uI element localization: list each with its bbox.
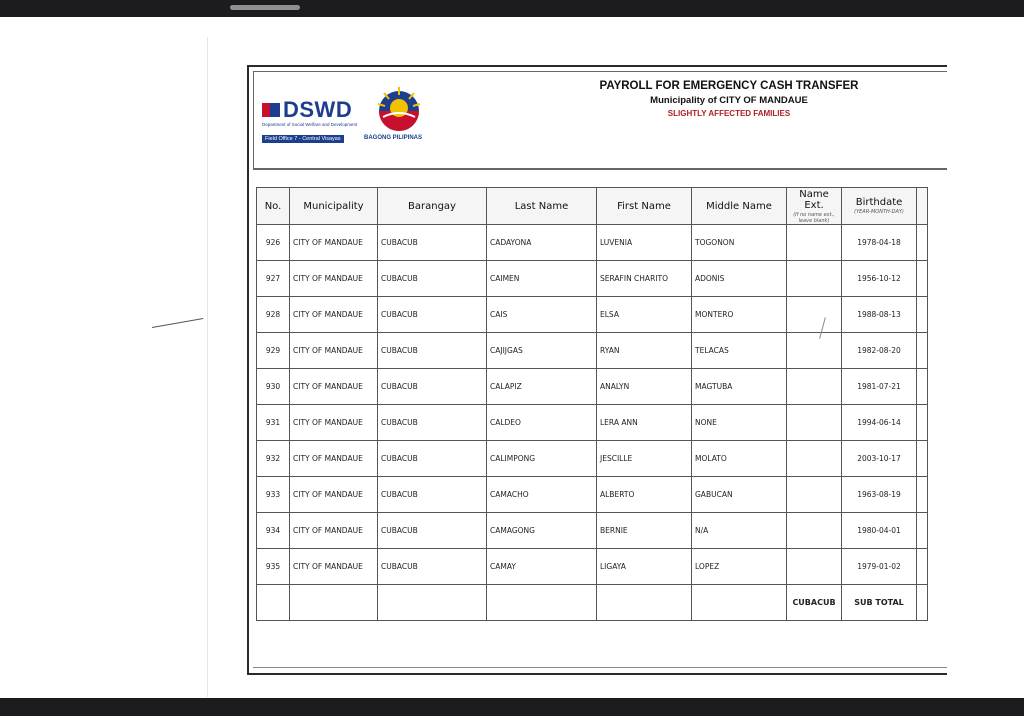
- cell-municipality: CITY OF MANDAUE: [290, 405, 378, 441]
- table-row: [257, 513, 928, 549]
- cell-birthdate: 1980-04-01: [842, 513, 917, 549]
- header-last-name: Last Name: [487, 188, 597, 225]
- dswd-emblem-icon: [262, 101, 280, 119]
- document-subtitle: Municipality of CITY OF MANDAUE: [650, 95, 808, 106]
- cell-cut-off: [917, 225, 928, 261]
- cell-cut-off: [917, 261, 928, 297]
- viewer-top-bar: [0, 0, 1024, 17]
- cell-name-ext: [787, 261, 842, 297]
- cell-name-ext: [787, 297, 842, 333]
- cell-middle-name: GABUCAN: [692, 477, 787, 513]
- cell-middle-name: MOLATO: [692, 441, 787, 477]
- cell-name-ext: [787, 441, 842, 477]
- cell-barangay: CUBACUB: [378, 369, 487, 405]
- cell-no: 929: [257, 333, 290, 369]
- cell-barangay: CUBACUB: [378, 297, 487, 333]
- cell-middle-name: MONTERO: [692, 297, 787, 333]
- table-row: [257, 549, 928, 585]
- subtotal-barangay: CUBACUB: [787, 585, 842, 621]
- cell-first-name: JESCILLE: [597, 441, 692, 477]
- cell-last-name: CALDEO: [487, 405, 597, 441]
- page-fold-line: [207, 37, 208, 697]
- payroll-table-wrap: [256, 187, 928, 621]
- cell-municipality: CITY OF MANDAUE: [290, 333, 378, 369]
- dswd-department-text: Department of Social Welfare and Development: [262, 122, 358, 127]
- cell-no: 927: [257, 261, 290, 297]
- cell-middle-name: N/A: [692, 513, 787, 549]
- cell-first-name: ANALYN: [597, 369, 692, 405]
- payroll-document: [247, 65, 947, 675]
- cell-cut-off: [917, 549, 928, 585]
- window-drag-handle[interactable]: [230, 5, 300, 10]
- cell-municipality: CITY OF MANDAUE: [290, 441, 378, 477]
- cell-municipality: CITY OF MANDAUE: [290, 261, 378, 297]
- cell-birthdate: 1979-01-02: [842, 549, 917, 585]
- cell-empty: [597, 585, 692, 621]
- table-row: [257, 405, 928, 441]
- cell-name-ext: [787, 477, 842, 513]
- cell-barangay: CUBACUB: [378, 477, 487, 513]
- subtotal-label: SUB TOTAL: [842, 585, 917, 621]
- table-row: [257, 441, 928, 477]
- header-first-name: First Name: [597, 188, 692, 225]
- cell-cut-off: [917, 585, 928, 621]
- table-row: [257, 477, 928, 513]
- table-row: [257, 297, 928, 333]
- cell-empty: [487, 585, 597, 621]
- cell-birthdate: 1981-07-21: [842, 369, 917, 405]
- cell-municipality: CITY OF MANDAUE: [290, 513, 378, 549]
- document-bottom-line: [253, 667, 947, 668]
- document-category: SLIGHTLY AFFECTED FAMILIES: [667, 109, 791, 118]
- header-name-ext-label: Name Ext.: [799, 188, 829, 211]
- header-municipality: Municipality: [290, 188, 378, 225]
- cell-cut-off: [917, 441, 928, 477]
- cell-no: 933: [257, 477, 290, 513]
- cell-birthdate: 1978-04-18: [842, 225, 917, 261]
- dswd-logo-text: DSWD: [283, 97, 353, 122]
- header-barangay: Barangay: [378, 188, 487, 225]
- cell-municipality: CITY OF MANDAUE: [290, 369, 378, 405]
- header-birthdate-hint: (YEAR-MONTH-DAY): [854, 209, 904, 215]
- cell-name-ext: [787, 225, 842, 261]
- cell-last-name: CAMACHO: [487, 477, 597, 513]
- cell-first-name: ELSA: [597, 297, 692, 333]
- cell-no: 928: [257, 297, 290, 333]
- bagong-pilipinas-seal-icon: [374, 84, 424, 134]
- cell-name-ext: [787, 405, 842, 441]
- dswd-logo: [262, 97, 362, 145]
- cell-last-name: CAMAY: [487, 549, 597, 585]
- header-no: No.: [257, 188, 290, 225]
- cell-middle-name: TELACAS: [692, 333, 787, 369]
- cell-barangay: CUBACUB: [378, 261, 487, 297]
- cell-no: 926: [257, 225, 290, 261]
- cell-barangay: CUBACUB: [378, 441, 487, 477]
- cell-first-name: LIGAYA: [597, 549, 692, 585]
- subtotal-row: [257, 585, 928, 621]
- cell-middle-name: LOPEZ: [692, 549, 787, 585]
- cell-last-name: CALAPIZ: [487, 369, 597, 405]
- cell-birthdate: 1956-10-12: [842, 261, 917, 297]
- cell-last-name: CADAYONA: [487, 225, 597, 261]
- cell-first-name: RYAN: [597, 333, 692, 369]
- scanned-page: [0, 17, 1024, 698]
- table-row: [257, 369, 928, 405]
- cell-cut-off: [917, 405, 928, 441]
- table-row: [257, 225, 928, 261]
- header-separator: [253, 168, 947, 169]
- cell-first-name: LUVENIA: [597, 225, 692, 261]
- cell-middle-name: NONE: [692, 405, 787, 441]
- document-titles: [534, 80, 924, 118]
- cell-birthdate: 1982-08-20: [842, 333, 917, 369]
- header-name-ext: [787, 188, 842, 225]
- cell-barangay: CUBACUB: [378, 333, 487, 369]
- viewer-bottom-bar: [0, 698, 1024, 716]
- cell-barangay: CUBACUB: [378, 549, 487, 585]
- header-name-ext-hint: (If no name ext., leave blank): [793, 211, 835, 224]
- cell-empty: [257, 585, 290, 621]
- header-birthdate-label: Birthdate: [855, 197, 903, 208]
- cell-last-name: CALIMPONG: [487, 441, 597, 477]
- cell-cut-off: [917, 369, 928, 405]
- header-cut-off-column: [917, 188, 928, 225]
- cell-cut-off: [917, 333, 928, 369]
- cell-no: 935: [257, 549, 290, 585]
- cell-middle-name: ADONIS: [692, 261, 787, 297]
- cell-name-ext: [787, 513, 842, 549]
- stray-pen-mark: [152, 318, 203, 328]
- cell-empty: [378, 585, 487, 621]
- cell-barangay: CUBACUB: [378, 513, 487, 549]
- cell-empty: [692, 585, 787, 621]
- cell-first-name: LERA ANN: [597, 405, 692, 441]
- cell-last-name: CAIMEN: [487, 261, 597, 297]
- document-title: PAYROLL FOR EMERGENCY CASH TRANSFER: [599, 80, 859, 92]
- document-header-box: [253, 71, 947, 170]
- bagong-pilipinas-text: BAGONG PILIPINAS: [364, 135, 423, 141]
- cell-name-ext: [787, 369, 842, 405]
- cell-birthdate: 1994-06-14: [842, 405, 917, 441]
- cell-cut-off: [917, 513, 928, 549]
- cell-municipality: CITY OF MANDAUE: [290, 225, 378, 261]
- cell-empty: [290, 585, 378, 621]
- cell-cut-off: [917, 297, 928, 333]
- cell-birthdate: 2003-10-17: [842, 441, 917, 477]
- cell-no: 932: [257, 441, 290, 477]
- header-birthdate: [842, 188, 917, 225]
- cell-name-ext: [787, 549, 842, 585]
- cell-municipality: CITY OF MANDAUE: [290, 297, 378, 333]
- table-row: [257, 261, 928, 297]
- cell-first-name: ALBERTO: [597, 477, 692, 513]
- cell-middle-name: MAGTUBA: [692, 369, 787, 405]
- cell-barangay: CUBACUB: [378, 225, 487, 261]
- cell-middle-name: TOGONON: [692, 225, 787, 261]
- cell-first-name: BERNIE: [597, 513, 692, 549]
- cell-first-name: SERAFIN CHARITO: [597, 261, 692, 297]
- payroll-table: [256, 187, 928, 621]
- cell-no: 931: [257, 405, 290, 441]
- cell-name-ext: [787, 333, 842, 369]
- cell-last-name: CAIS: [487, 297, 597, 333]
- cell-last-name: CAMAGONG: [487, 513, 597, 549]
- cell-cut-off: [917, 477, 928, 513]
- cell-birthdate: 1988-08-13: [842, 297, 917, 333]
- table-header-row: [257, 188, 928, 225]
- cell-no: 930: [257, 369, 290, 405]
- cell-last-name: CAJIJGAS: [487, 333, 597, 369]
- table-row: [257, 333, 928, 369]
- cell-birthdate: 1963-08-19: [842, 477, 917, 513]
- field-office-badge: Field Office 7 - Central Visayas: [262, 135, 344, 143]
- cell-no: 934: [257, 513, 290, 549]
- cell-barangay: CUBACUB: [378, 405, 487, 441]
- header-middle-name: Middle Name: [692, 188, 787, 225]
- cell-municipality: CITY OF MANDAUE: [290, 549, 378, 585]
- cell-municipality: CITY OF MANDAUE: [290, 477, 378, 513]
